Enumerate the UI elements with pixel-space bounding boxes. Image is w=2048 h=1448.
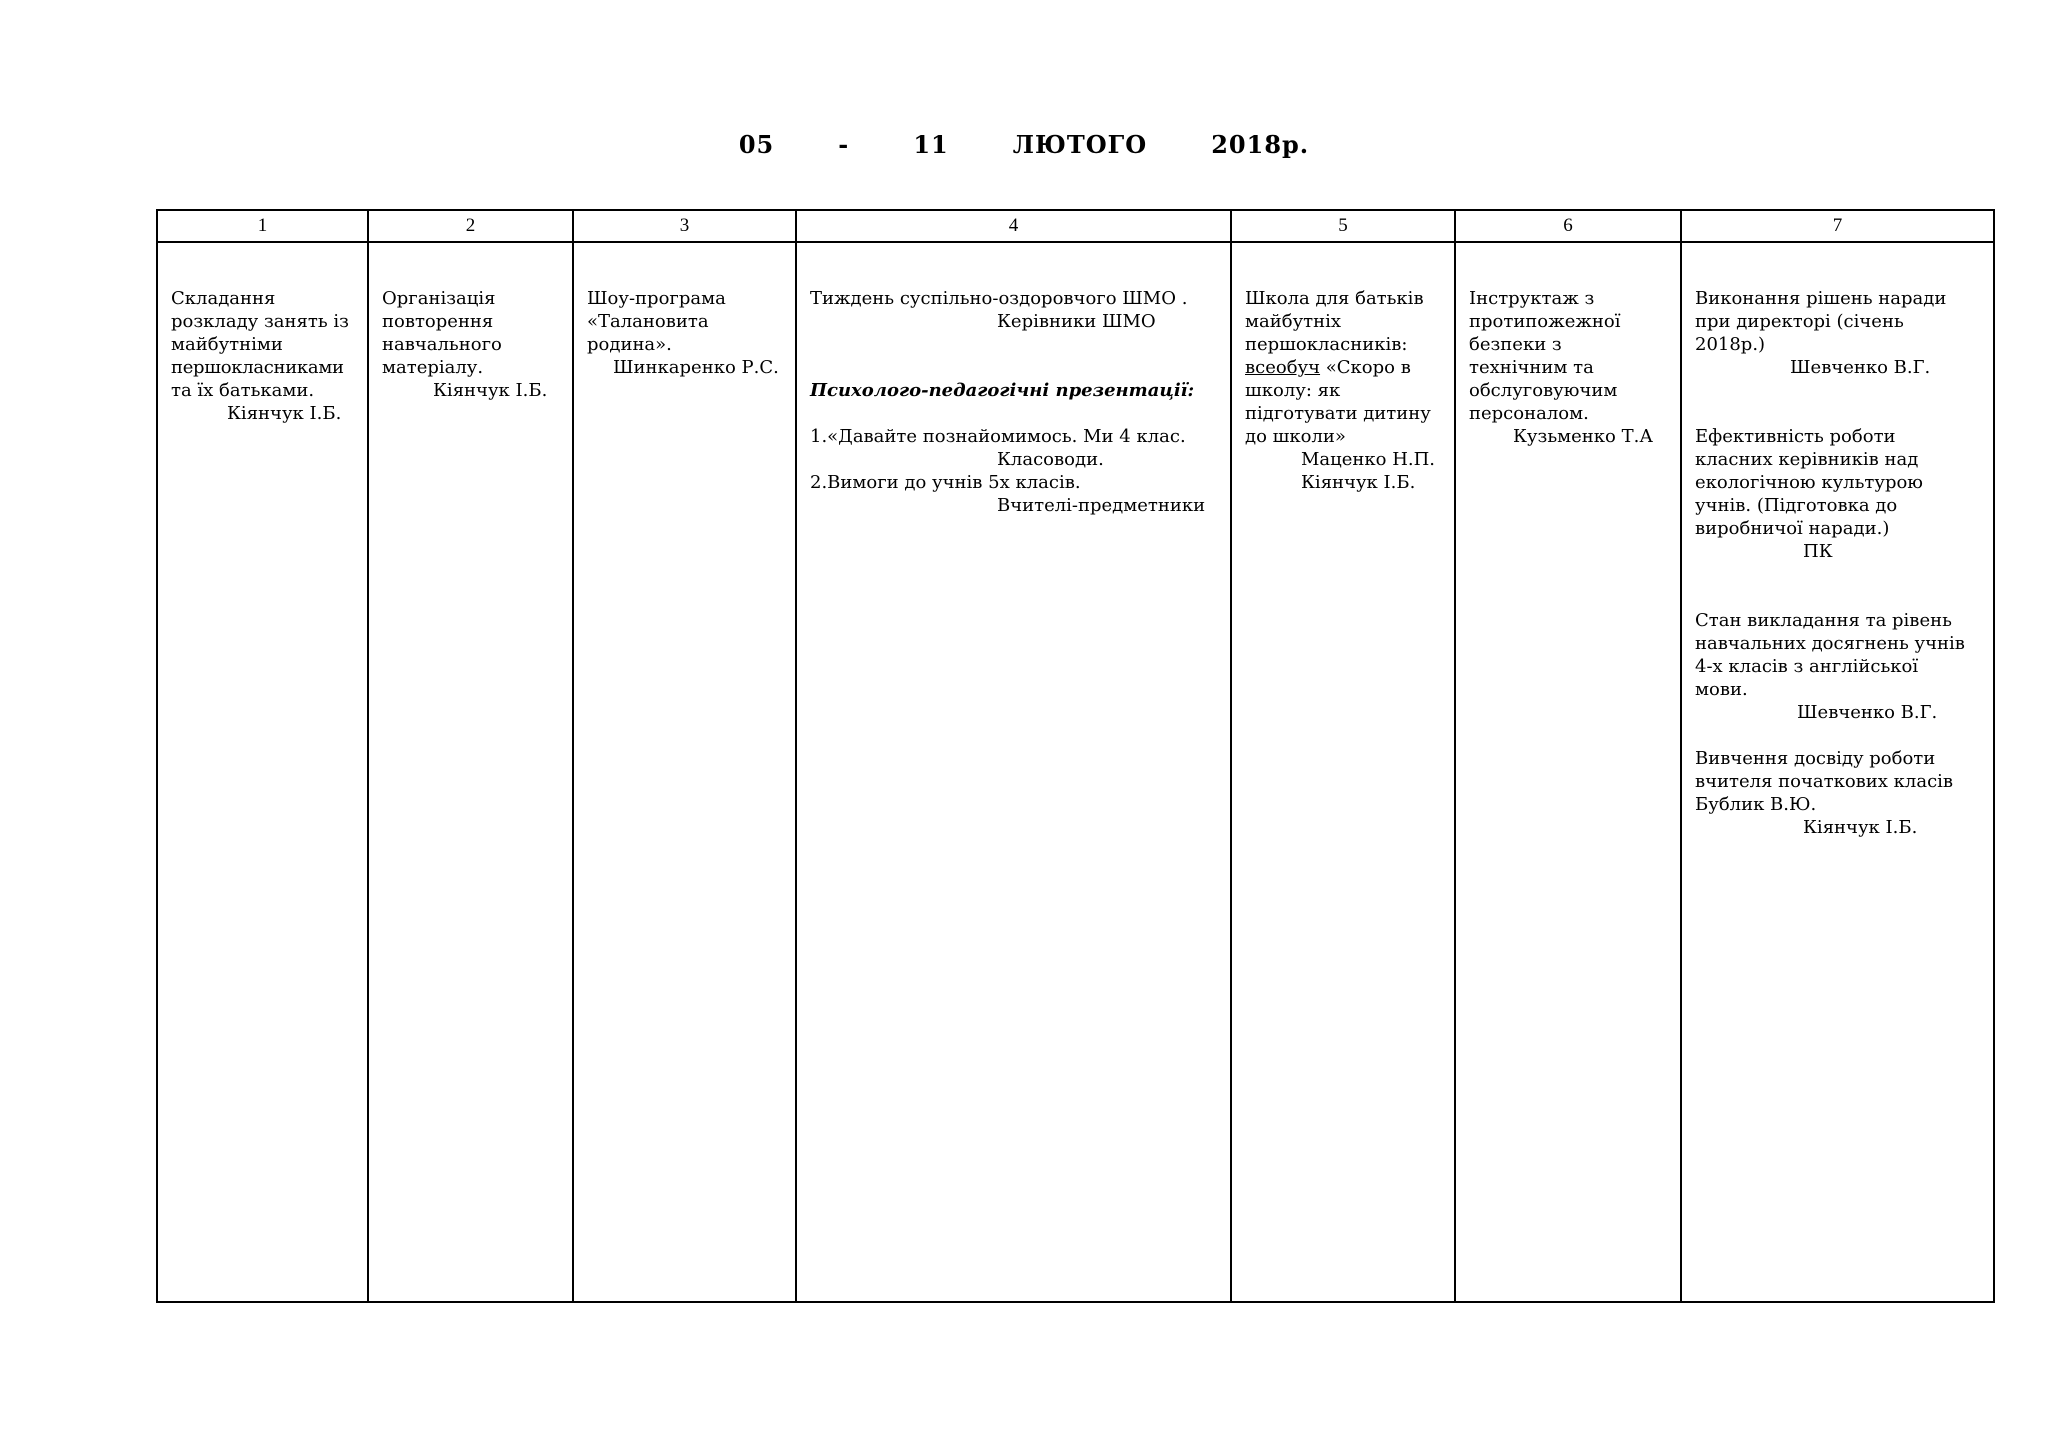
responsible-person: Класоводи. (997, 449, 1104, 470)
text-line: екологічною культурою (1695, 472, 1923, 493)
text-line: Виконання рішень наради (1695, 288, 1947, 309)
responsible-person: Кузьменко Т.А (1513, 426, 1653, 447)
responsible-person: Керівники ШМО (997, 311, 1156, 332)
column-number-7: 7 (1681, 210, 1994, 242)
text-line: Бублик В.Ю. (1695, 794, 1817, 815)
text-line: при директорі (січень (1695, 311, 1904, 332)
text-line: Складання (171, 288, 276, 309)
column-number-1: 1 (157, 210, 368, 242)
text-line: технічним та (1469, 357, 1594, 378)
text-line: першокласниками (171, 357, 344, 378)
text-line: учнів. (Підготовка до (1695, 495, 1898, 516)
text-line: матеріалу. (382, 357, 484, 378)
text-line: Шоу-програма (587, 288, 726, 309)
text-line: школу: як (1245, 380, 1341, 401)
list-item: 1.«Давайте познайомимось. Ми 4 клас. (810, 426, 1186, 447)
responsible-person: ПК (1803, 541, 1833, 562)
text-line: персоналом. (1469, 403, 1589, 424)
entry-show-program (587, 287, 783, 379)
text-line: навчального (382, 334, 502, 355)
text-line: Ефективність роботи (1695, 426, 1896, 447)
text-line: виробничої наради.) (1695, 518, 1890, 539)
responsible-person: Маценко Н.П. (1301, 449, 1436, 470)
text-line: вчителя початкових класів (1695, 771, 1954, 792)
entry-week (810, 287, 1218, 333)
text-line: розкладу занять із (171, 311, 349, 332)
text-fragment: «Скоро в (1320, 357, 1411, 378)
cell-column-3 (573, 242, 796, 1302)
underlined-word: всеобуч (1245, 357, 1321, 378)
text-line: навчальних досягнень учнів (1695, 633, 1965, 654)
text-line: майбутніми (171, 334, 283, 355)
responsible-person: Кіянчук І.Б. (433, 380, 548, 401)
responsible-person: Кіянчук І.Б. (1301, 472, 1416, 493)
entry-decisions (1695, 287, 1981, 379)
column-number-2: 2 (368, 210, 573, 242)
cell-column-7 (1681, 242, 1994, 1302)
column-number-3: 3 (573, 210, 796, 242)
entry-experience-study (1695, 747, 1981, 839)
entry-efficiency (1695, 425, 1981, 563)
entry-briefing (1469, 287, 1668, 448)
header-row (157, 210, 1994, 242)
responsible-person: Кіянчук І.Б. (1803, 817, 1918, 838)
entry-repetition (382, 287, 560, 402)
text-line: класних керівників над (1695, 449, 1919, 470)
text-line: та їх батьками. (171, 380, 315, 401)
plan-table (156, 209, 1995, 1303)
entry-presentations (810, 379, 1218, 517)
entry-parents-school (1245, 287, 1442, 494)
cell-column-6 (1455, 242, 1681, 1302)
column-number-6: 6 (1455, 210, 1681, 242)
page-title: 05 - 11 ЛЮТОГО 2018р. (738, 130, 1310, 159)
cell-column-1 (157, 242, 368, 1302)
text-line: протипожежної (1469, 311, 1621, 332)
text-line: 2018р.) (1695, 334, 1766, 355)
text-line: родина». (587, 334, 672, 355)
responsible-person: Шинкаренко Р.С. (613, 357, 779, 378)
text-line: «Талановита (587, 311, 709, 332)
cell-column-5 (1231, 242, 1455, 1302)
content-row (157, 242, 1994, 1302)
column-number-5: 5 (1231, 210, 1455, 242)
section-heading: Психолого-педагогічні презентації: (810, 380, 1195, 401)
text-line: першокласників: (1245, 334, 1408, 355)
cell-column-2 (368, 242, 573, 1302)
text-line: Тиждень суспільно-оздоровчого ШМО . (810, 288, 1188, 309)
text-line: 4-х класів з англійської (1695, 656, 1919, 677)
text-line (1245, 356, 1442, 379)
text-line: Організація (382, 288, 496, 309)
cell-column-4 (796, 242, 1231, 1302)
list-item: 2.Вимоги до учнів 5х класів. (810, 472, 1081, 493)
column-number-4: 4 (796, 210, 1231, 242)
entry-schedule (171, 287, 355, 425)
text-line: підготувати дитину (1245, 403, 1431, 424)
entry-teaching-state (1695, 609, 1981, 724)
text-line: обслуговуючим (1469, 380, 1618, 401)
text-line: безпеки з (1469, 334, 1562, 355)
responsible-person: Шевченко В.Г. (1797, 702, 1938, 723)
responsible-person: Шевченко В.Г. (1790, 357, 1931, 378)
text-line: Вивчення досвіду роботи (1695, 748, 1936, 769)
responsible-person: Кіянчук І.Б. (227, 403, 342, 424)
text-line: майбутніх (1245, 311, 1342, 332)
text-line: Школа для батьків (1245, 288, 1424, 309)
text-line: Стан викладання та рівень (1695, 610, 1952, 631)
text-line: повторення (382, 311, 494, 332)
responsible-person: Вчителі-предметники (997, 495, 1206, 516)
text-line: до школи» (1245, 426, 1346, 447)
text-line: Інструктаж з (1469, 288, 1595, 309)
text-line: мови. (1695, 679, 1748, 700)
